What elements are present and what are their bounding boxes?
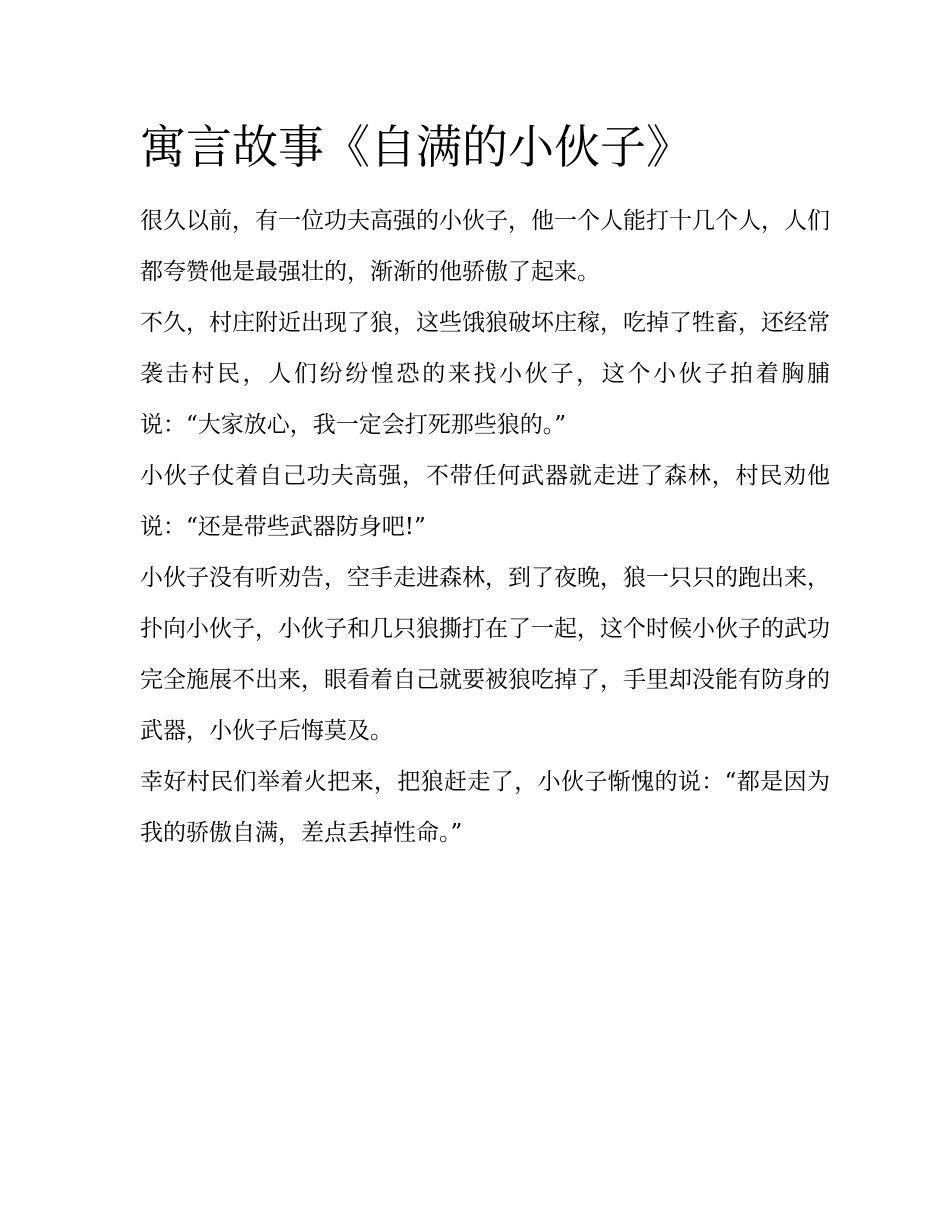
story-body [140, 196, 830, 859]
paragraph-1: 很久以前，有一位功夫高强的小伙子，他一个人能打十几个人，人们都夸赞他是最强壮的，渐渐的他骄傲了起来。 [140, 208, 830, 285]
paragraph-2: 不久，村庄附近出现了狼，这些饿狼破坏庄稼，吃掉了牲畜，还经常袭击村民，人们纷纷惶恐的来找小伙子，这个小伙子拍着胸脯说：“大家放心，我一定会打死那些狼的。” [140, 310, 830, 438]
page-title: 寓言故事《自满的小伙子》 [140, 120, 692, 174]
paragraph-5: 幸好村民们举着火把来，把狼赶走了，小伙子惭愧的说：“都是因为我的骄傲自满，差点丢掉性命。” [140, 769, 830, 846]
paragraph-4: 小伙子没有听劝告，空手走进森林，到了夜晚，狼一只只的跑出来，扑向小伙子，小伙子和几只狼撕打在了一起，这个时候小伙子的武功完全施展不出来，眼看着自己就要被狼吃掉了，手里却没能有防身的武器，小伙子后悔莫及。 [140, 565, 830, 744]
paragraph-3: 小伙子仗着自己功夫高强，不带任何武器就走进了森林，村民劝他说：“还是带些武器防身吧!” [140, 463, 830, 540]
